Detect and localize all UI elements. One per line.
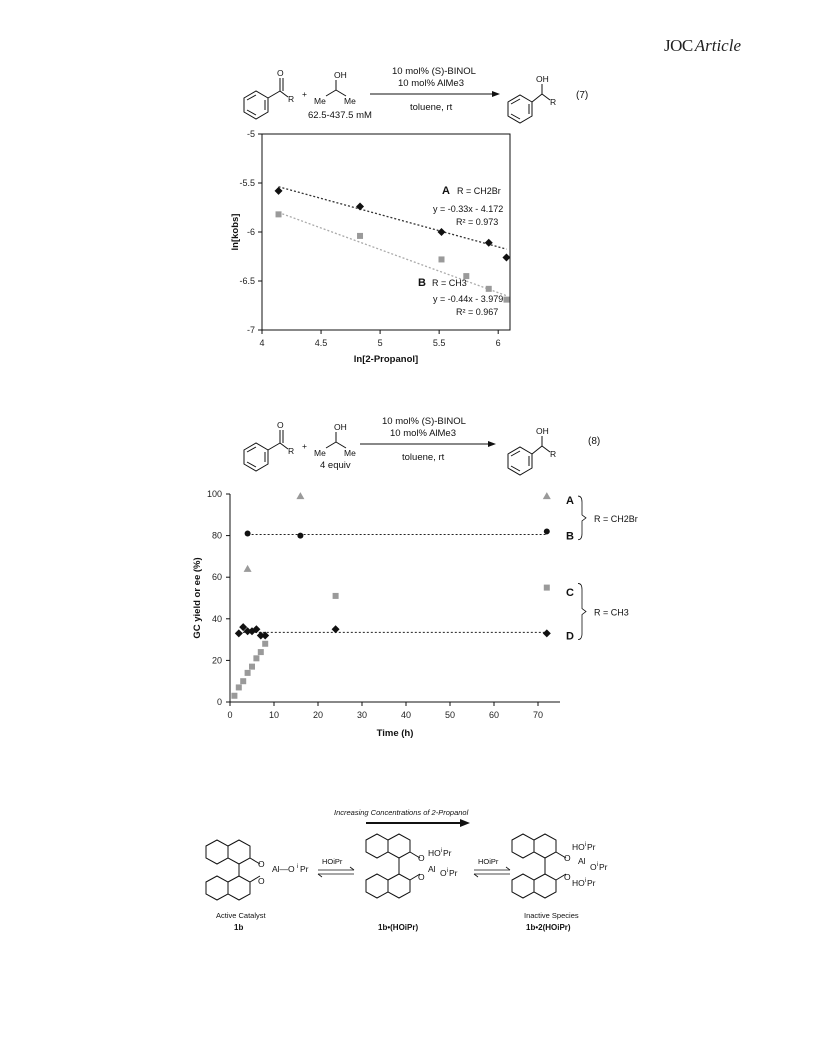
svg-text:OH: OH <box>334 422 347 432</box>
svg-text:+: + <box>302 89 307 99</box>
svg-text:O: O <box>590 862 597 872</box>
gc-yield-chart <box>186 484 646 742</box>
x-tick-label: 0 <box>227 710 233 720</box>
data-point-C <box>333 593 339 599</box>
svg-text:i: i <box>585 842 587 848</box>
ketone-structure <box>244 430 288 471</box>
y-tick-label: -6.5 <box>239 276 255 286</box>
x-tick-label: 60 <box>488 710 500 720</box>
data-point-C <box>262 641 268 647</box>
binol-al-structure-3 <box>512 834 566 898</box>
data-point-A <box>356 203 364 211</box>
svg-text:O: O <box>258 859 265 869</box>
x-tick-label: 10 <box>268 710 280 720</box>
x-tick-label: 50 <box>444 710 456 720</box>
series-b-letter: B <box>418 277 426 289</box>
reagent-almes: 10 mol% AlMe3 <box>398 78 465 89</box>
x-tick-label: 5.5 <box>432 338 446 348</box>
alcohol-product-structure <box>508 84 550 123</box>
data-point-C <box>240 678 246 684</box>
y-tick-label: 40 <box>211 613 222 624</box>
data-point-A <box>438 228 446 236</box>
conditions-label: toluene, rt <box>402 452 445 463</box>
series-letter-D: D <box>566 630 574 643</box>
x-tick-label: 20 <box>312 710 324 720</box>
section-label: Article <box>694 36 741 55</box>
data-point-A <box>244 565 252 572</box>
x-axis-label: ln[2-Propanol] <box>353 354 419 365</box>
y-tick-label: -7 <box>246 325 255 335</box>
svg-text:R: R <box>288 94 295 104</box>
x-tick-label: 30 <box>356 710 368 720</box>
reagent-almes: 10 mol% AlMe3 <box>390 428 457 439</box>
data-point-C <box>253 655 259 661</box>
svg-text:HO: HO <box>572 842 585 852</box>
series-letter-C: C <box>566 586 574 599</box>
svg-text:Al: Al <box>578 856 586 866</box>
reagent-binol: 10 mol% (S)-BINOL <box>392 66 476 77</box>
svg-text:O: O <box>277 68 284 78</box>
species-2-id: 1b•(HOiPr) <box>378 923 419 932</box>
svg-text:O: O <box>418 853 425 863</box>
y-tick-label: -5 <box>246 129 255 139</box>
svg-text:Me: Me <box>314 448 326 458</box>
data-point-B <box>357 233 363 239</box>
series-b-equation: y = -0.44x - 3.979 <box>433 294 504 304</box>
y-axis-label: GC yield or ee (%) <box>192 557 203 639</box>
y-tick-label: 0 <box>216 697 222 707</box>
brace-ch3 <box>578 583 586 639</box>
reagent-label-1: HOiPr <box>322 857 343 866</box>
svg-text:HO: HO <box>428 848 441 858</box>
series-b-r2: R² = 0.967 <box>456 307 499 317</box>
svg-text:+: + <box>302 441 307 451</box>
svg-text:R: R <box>288 446 295 456</box>
svg-text:O: O <box>440 868 447 878</box>
y-tick-label: 80 <box>211 530 222 541</box>
data-point-B <box>297 533 303 539</box>
y-tick-label: 60 <box>211 572 222 583</box>
svg-text:Me: Me <box>314 96 326 106</box>
x-axis-label: Time (h) <box>376 728 414 739</box>
data-point-D <box>332 625 340 633</box>
species-3-id: 1b•2(HOiPr) <box>526 923 571 932</box>
species-1-name: Active Catalyst <box>216 911 266 920</box>
data-point-B <box>544 528 550 534</box>
equiv-label: 4 equiv <box>320 460 351 471</box>
svg-text:R: R <box>550 449 557 459</box>
reagent-label-2: HOiPr <box>478 857 499 866</box>
data-point-D <box>543 629 551 637</box>
svg-text:Al—O: Al—O <box>272 864 295 874</box>
journal-name: JOC <box>664 36 693 55</box>
isopropanol-structure <box>326 432 346 448</box>
alcohol-product-structure <box>508 436 550 475</box>
data-point-D <box>235 629 243 637</box>
svg-text:Pr: Pr <box>587 878 596 888</box>
data-point-C <box>544 585 550 591</box>
equilibrium-scheme <box>196 800 626 940</box>
svg-text:Pr: Pr <box>443 848 452 858</box>
species-1-id: 1b <box>234 923 244 932</box>
equation-number: (8) <box>588 436 601 447</box>
reaction-scheme-8 <box>230 412 610 484</box>
series-letter-B: B <box>566 530 574 543</box>
series-a-equation: y = -0.33x - 4.172 <box>433 204 504 214</box>
x-tick-label: 70 <box>532 710 544 720</box>
svg-text:OH: OH <box>334 70 347 80</box>
species-3-name: Inactive Species <box>524 911 579 920</box>
x-tick-label: 40 <box>400 710 412 720</box>
isopropanol-structure <box>326 80 346 96</box>
reagent-binol: 10 mol% (S)-BINOL <box>382 416 466 427</box>
svg-text:O: O <box>564 853 571 863</box>
series-b-label: R = CH3 <box>432 278 467 288</box>
ketone-structure <box>244 78 288 119</box>
y-tick-label: 100 <box>206 489 222 499</box>
data-point-C <box>258 649 264 655</box>
series-letter-A: A <box>566 495 574 508</box>
binol-al-structure-1 <box>206 840 260 900</box>
data-point-C <box>245 670 251 676</box>
data-point-B <box>503 297 509 303</box>
x-tick-label: 4.5 <box>314 338 328 348</box>
svg-text:O: O <box>277 420 284 430</box>
svg-text:Me: Me <box>344 448 356 458</box>
svg-text:OH: OH <box>536 74 549 84</box>
svg-text:O: O <box>418 872 425 882</box>
data-point-B <box>276 211 282 217</box>
svg-text:R: R <box>550 97 557 107</box>
x-tick-label: 6 <box>495 338 501 348</box>
svg-text:i: i <box>297 864 299 870</box>
svg-text:Pr: Pr <box>300 864 309 874</box>
y-tick-label: 20 <box>211 655 222 666</box>
data-point-B <box>439 256 445 262</box>
svg-text:HO: HO <box>572 878 585 888</box>
brace-ch2br <box>578 496 586 540</box>
svg-text:OH: OH <box>536 426 549 436</box>
svg-text:Me: Me <box>344 96 356 106</box>
annotation-ch3: R = CH3 <box>594 607 629 618</box>
scheme-title: Increasing Concentrations of 2-Propanol <box>334 808 469 817</box>
data-point-B <box>486 286 492 292</box>
data-point-A <box>502 253 510 261</box>
x-tick-label: 4 <box>259 338 265 348</box>
data-point-B <box>245 531 251 537</box>
svg-text:Pr: Pr <box>449 868 458 878</box>
svg-text:i: i <box>585 878 587 884</box>
y-tick-label: -5.5 <box>239 178 255 188</box>
svg-text:Al: Al <box>428 864 436 874</box>
series-a-r2: R² = 0.973 <box>456 217 499 227</box>
journal-header <box>664 36 741 56</box>
data-point-C <box>249 664 255 670</box>
data-point-C <box>236 684 242 690</box>
x-tick-label: 5 <box>377 338 383 348</box>
concentration-label: 62.5-437.5 mM <box>308 110 372 121</box>
series-a-label: R = CH2Br <box>457 186 501 196</box>
reaction-scheme-7 <box>230 60 610 132</box>
series-a-letter: A <box>442 185 450 197</box>
svg-text:O: O <box>564 872 571 882</box>
svg-text:i: i <box>597 862 599 868</box>
y-axis-label: ln[kobs] <box>230 213 241 251</box>
conditions-label: toluene, rt <box>410 102 453 113</box>
annotation-ch2br: R = CH2Br <box>594 513 638 524</box>
svg-text:i: i <box>447 868 449 874</box>
svg-text:Pr: Pr <box>599 862 608 872</box>
data-point-A <box>296 492 304 499</box>
svg-text:i: i <box>441 848 443 854</box>
ln-kobs-chart <box>228 128 520 368</box>
data-point-A <box>543 492 551 499</box>
binol-al-structure-2 <box>366 834 420 898</box>
svg-text:O: O <box>258 876 265 886</box>
equation-number: (7) <box>576 90 589 101</box>
y-tick-label: -6 <box>246 227 255 237</box>
svg-text:Pr: Pr <box>587 842 596 852</box>
data-point-A <box>275 187 283 195</box>
data-point-C <box>231 693 237 699</box>
